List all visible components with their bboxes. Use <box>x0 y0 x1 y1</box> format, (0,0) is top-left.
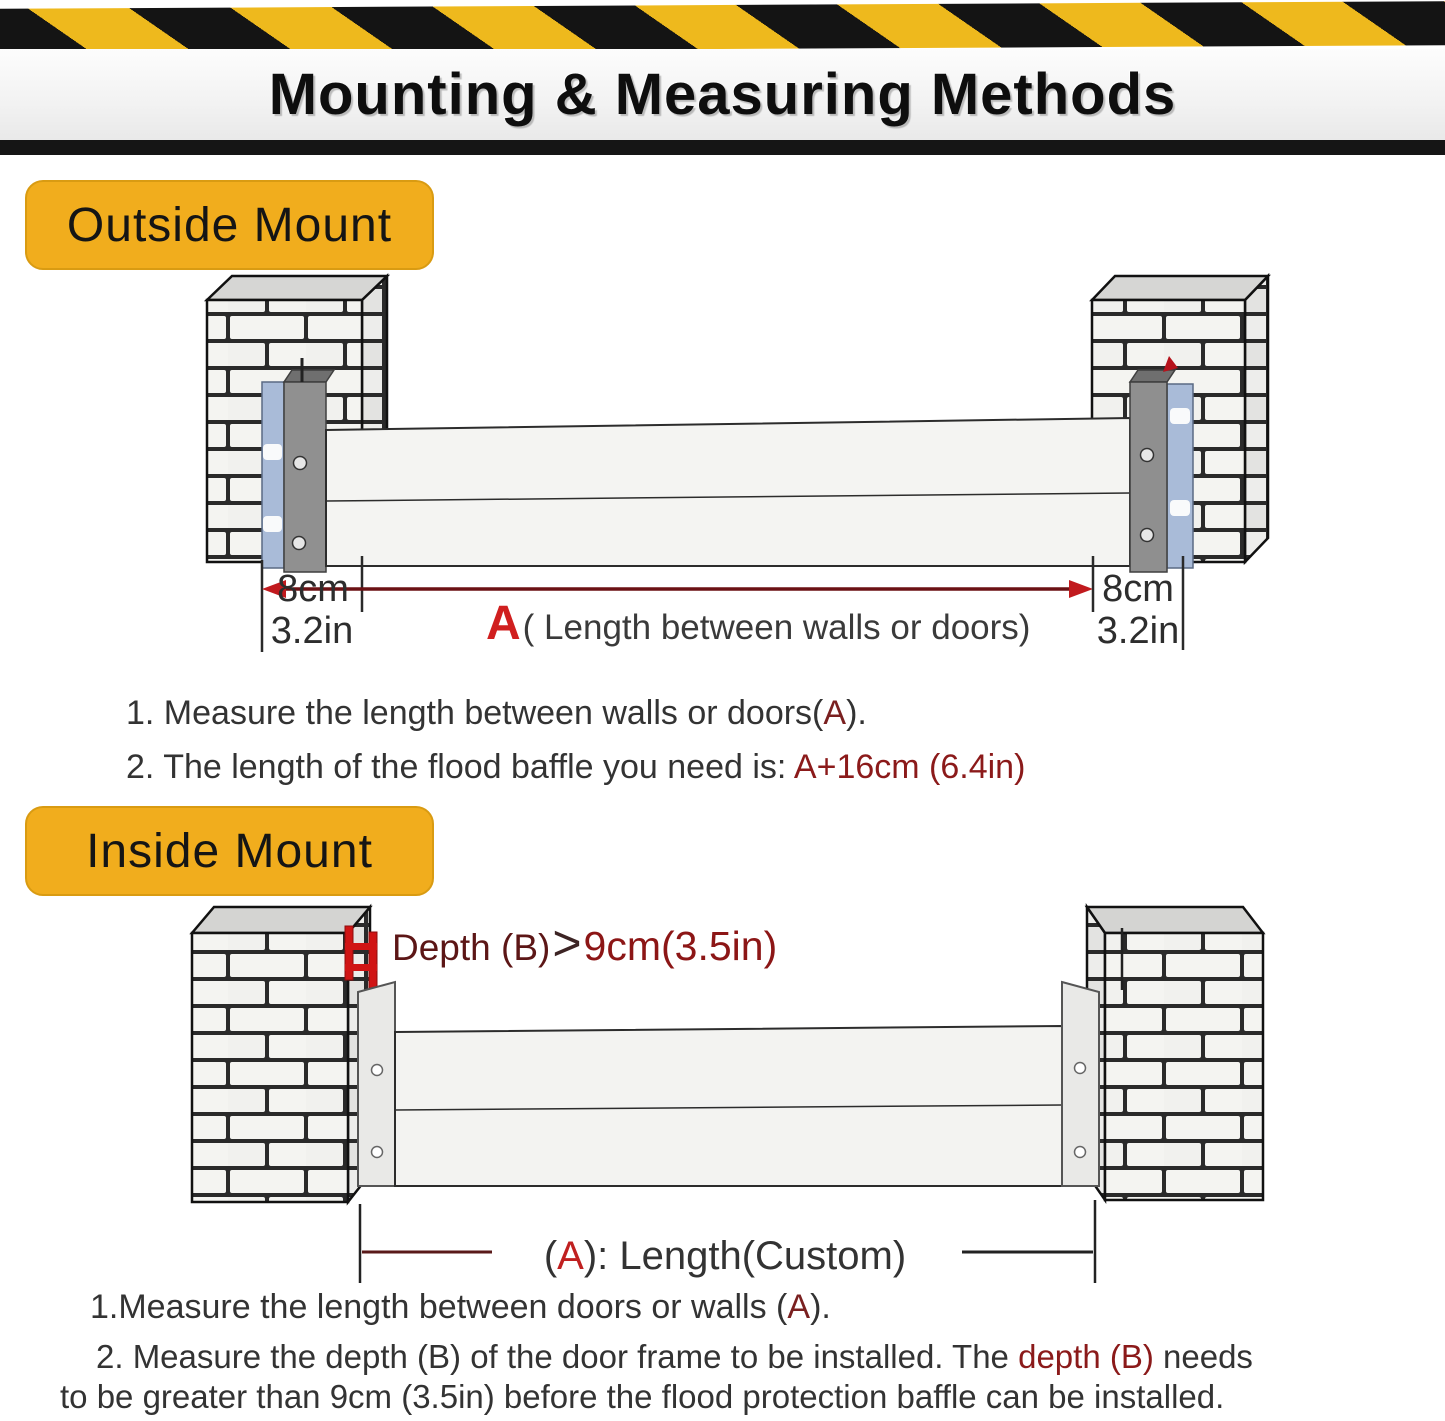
right-mounting-bracket <box>1130 356 1193 572</box>
inside-step-2-line2: to be greater than 9cm (3.5in) before the flood protection baffle can be installed. <box>60 1378 1225 1415</box>
greater-than-sign: > <box>552 915 582 971</box>
length-label-paren: ( <box>543 1234 558 1278</box>
left-inside-channel <box>358 982 395 1186</box>
outside-step-2-text: 2. The length of the flood baffle you need is: <box>126 748 794 786</box>
inside-mount-label-text: Inside Mount <box>86 824 373 878</box>
span-length-text: ( Length between walls or doors) <box>522 608 1031 647</box>
custom-length-label <box>400 1234 1050 1279</box>
page-title: Mounting & Measuring Methods <box>268 62 1177 127</box>
inside-step-1 <box>90 1288 831 1327</box>
outside-step-1-A: A <box>823 694 847 732</box>
span-length-A: A <box>486 597 521 650</box>
inside-mount-label <box>25 806 434 896</box>
outside-mount-label-text: Outside Mount <box>66 198 393 252</box>
depth-requirement-label <box>392 914 777 972</box>
inside-step-2-end: needs <box>1153 1338 1253 1375</box>
flood-barrier-panel-inside <box>395 1026 1062 1186</box>
outside-step-2 <box>126 748 1025 787</box>
left-offset-cm: 8cm <box>277 568 349 610</box>
title-band <box>0 49 1445 140</box>
inside-step-1-text: 1.Measure the length between doors or walls ( <box>90 1288 788 1326</box>
depth-name: Depth (B) <box>392 927 551 968</box>
length-label-text: ): Length(Custom) <box>583 1234 907 1278</box>
length-label-A: A <box>557 1234 584 1278</box>
banner-divider <box>0 140 1445 155</box>
inside-step-1-end: ). <box>810 1288 831 1326</box>
right-offset-in: 3.2in <box>1096 610 1180 652</box>
depth-value: 9cm(3.5in) <box>583 923 778 969</box>
outside-step-1-end: ). <box>846 694 867 732</box>
right-door-pillar <box>1087 907 1263 1200</box>
left-mounting-bracket <box>262 358 334 572</box>
inside-step-1-A: A <box>787 1288 811 1326</box>
left-door-pillar <box>192 907 370 1202</box>
outside-step-1-text: 1. Measure the length between walls or doors( <box>126 694 824 732</box>
left-offset-in: 3.2in <box>270 610 354 652</box>
inside-step-2-depth: depth (B) <box>1018 1338 1154 1375</box>
outside-mount-label <box>25 180 434 270</box>
span-length-label <box>486 596 1030 651</box>
arrowhead-right-icon <box>1069 580 1093 598</box>
flood-barrier-panel <box>326 418 1130 566</box>
inside-step-2-text: 2. Measure the depth (B) of the door frame to be installed. The <box>96 1338 1019 1375</box>
right-offset-cm: 8cm <box>1102 568 1174 610</box>
hazard-stripe-band <box>0 1 1445 53</box>
inside-step-2-line1 <box>96 1338 1253 1376</box>
outside-step-2-formula: A+16cm (6.4in) <box>793 748 1026 786</box>
outside-step-1 <box>126 694 867 733</box>
